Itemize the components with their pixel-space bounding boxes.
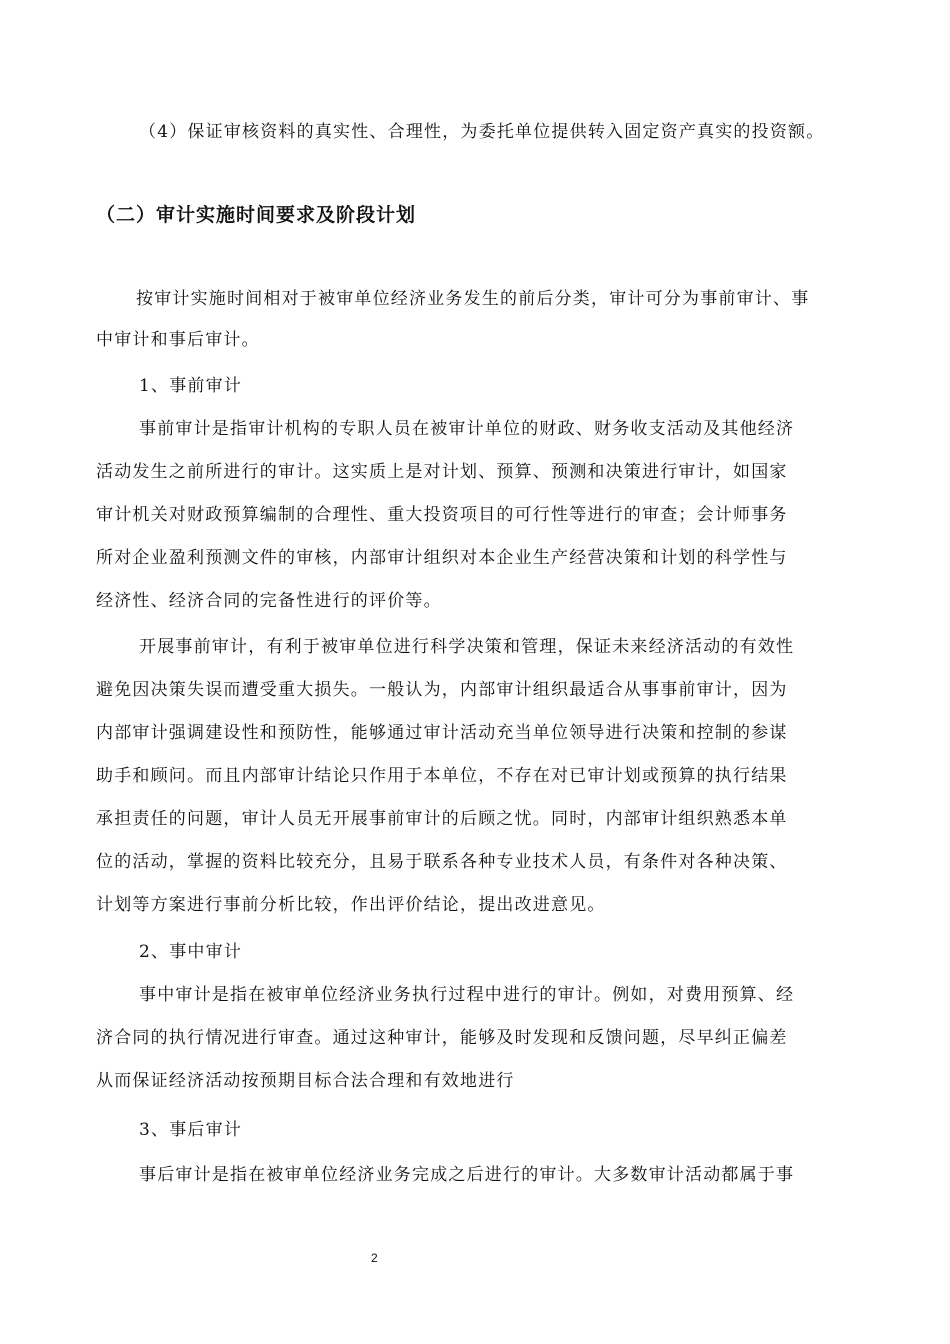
paragraph-line: 避免因决策失误而遭受重大损失。一般认为，内部审计组织最适合从事事前审计，因为 [96,680,788,700]
paragraph-line: 事前审计是指审计机构的专职人员在被审计单位的财政、财务收支活动及其他经济 [139,419,795,439]
paragraph-line: 位的活动，掌握的资料比较充分，且易于联系各种专业技术人员，有条件对各种决策、 [96,852,788,872]
paragraph-line: 助手和顾问。而且内部审计结论只作用于本单位，不存在对已审计划或预算的执行结果 [96,766,788,786]
section-heading: （二）审计实施时间要求及阶段计划 [96,204,417,226]
paragraph-line: 内部审计强调建设性和预防性，能够通过审计活动充当单位领导进行决策和控制的参谋 [96,723,788,743]
subheading-interim-audit: 2、事中审计 [139,942,243,962]
paragraph-line: 事后审计是指在被审单位经济业务完成之后进行的审计。大多数审计活动都属于事 [139,1165,795,1185]
paragraph-line: 经济性、经济合同的完备性进行的评价等。 [96,591,442,611]
paragraph-line: 审计机关对财政预算编制的合理性、重大投资项目的可行性等进行的审查；会计师事务 [96,505,788,525]
page-number: 2 [371,1251,378,1265]
subheading-post-audit: 3、事后审计 [139,1120,243,1140]
paragraph-line: 开展事前审计，有利于被审单位进行科学决策和管理，保证未来经济活动的有效性 [139,637,795,657]
paragraph-line: 活动发生之前所进行的审计。这实质上是对计划、预算、预测和决策进行审计，如国家 [96,462,788,482]
subheading-pre-audit: 1、事前审计 [139,376,243,396]
paragraph-line: 济合同的执行情况进行审查。通过这种审计，能够及时发现和反馈问题，尽早纠正偏差 [96,1028,788,1048]
paragraph-line: 所对企业盈利预测文件的审核，内部审计组织对本企业生产经营决策和计划的科学性与 [96,548,788,568]
intro-line: 中审计和事后审计。 [96,330,260,350]
paragraph-line: 计划等方案进行事前分析比较，作出评价结论，提出改进意见。 [96,895,606,915]
intro-line: 按审计实施时间相对于被审单位经济业务发生的前后分类，审计可分为事前审计、事 [136,289,810,309]
paragraph-line: 事中审计是指在被审单位经济业务执行过程中进行的审计。例如，对费用预算、经 [139,985,795,1005]
paragraph-line: 承担责任的问题，审计人员无开展事前审计的后顾之忧。同时，内部审计组织熟悉本单 [96,809,788,829]
paragraph-line: 从而保证经济活动按预期目标合法合理和有效地进行 [96,1071,515,1091]
top-paragraph: （4）保证审核资料的真实性、合理性，为委托单位提供转入固定资产真实的投资额。 [139,122,825,142]
